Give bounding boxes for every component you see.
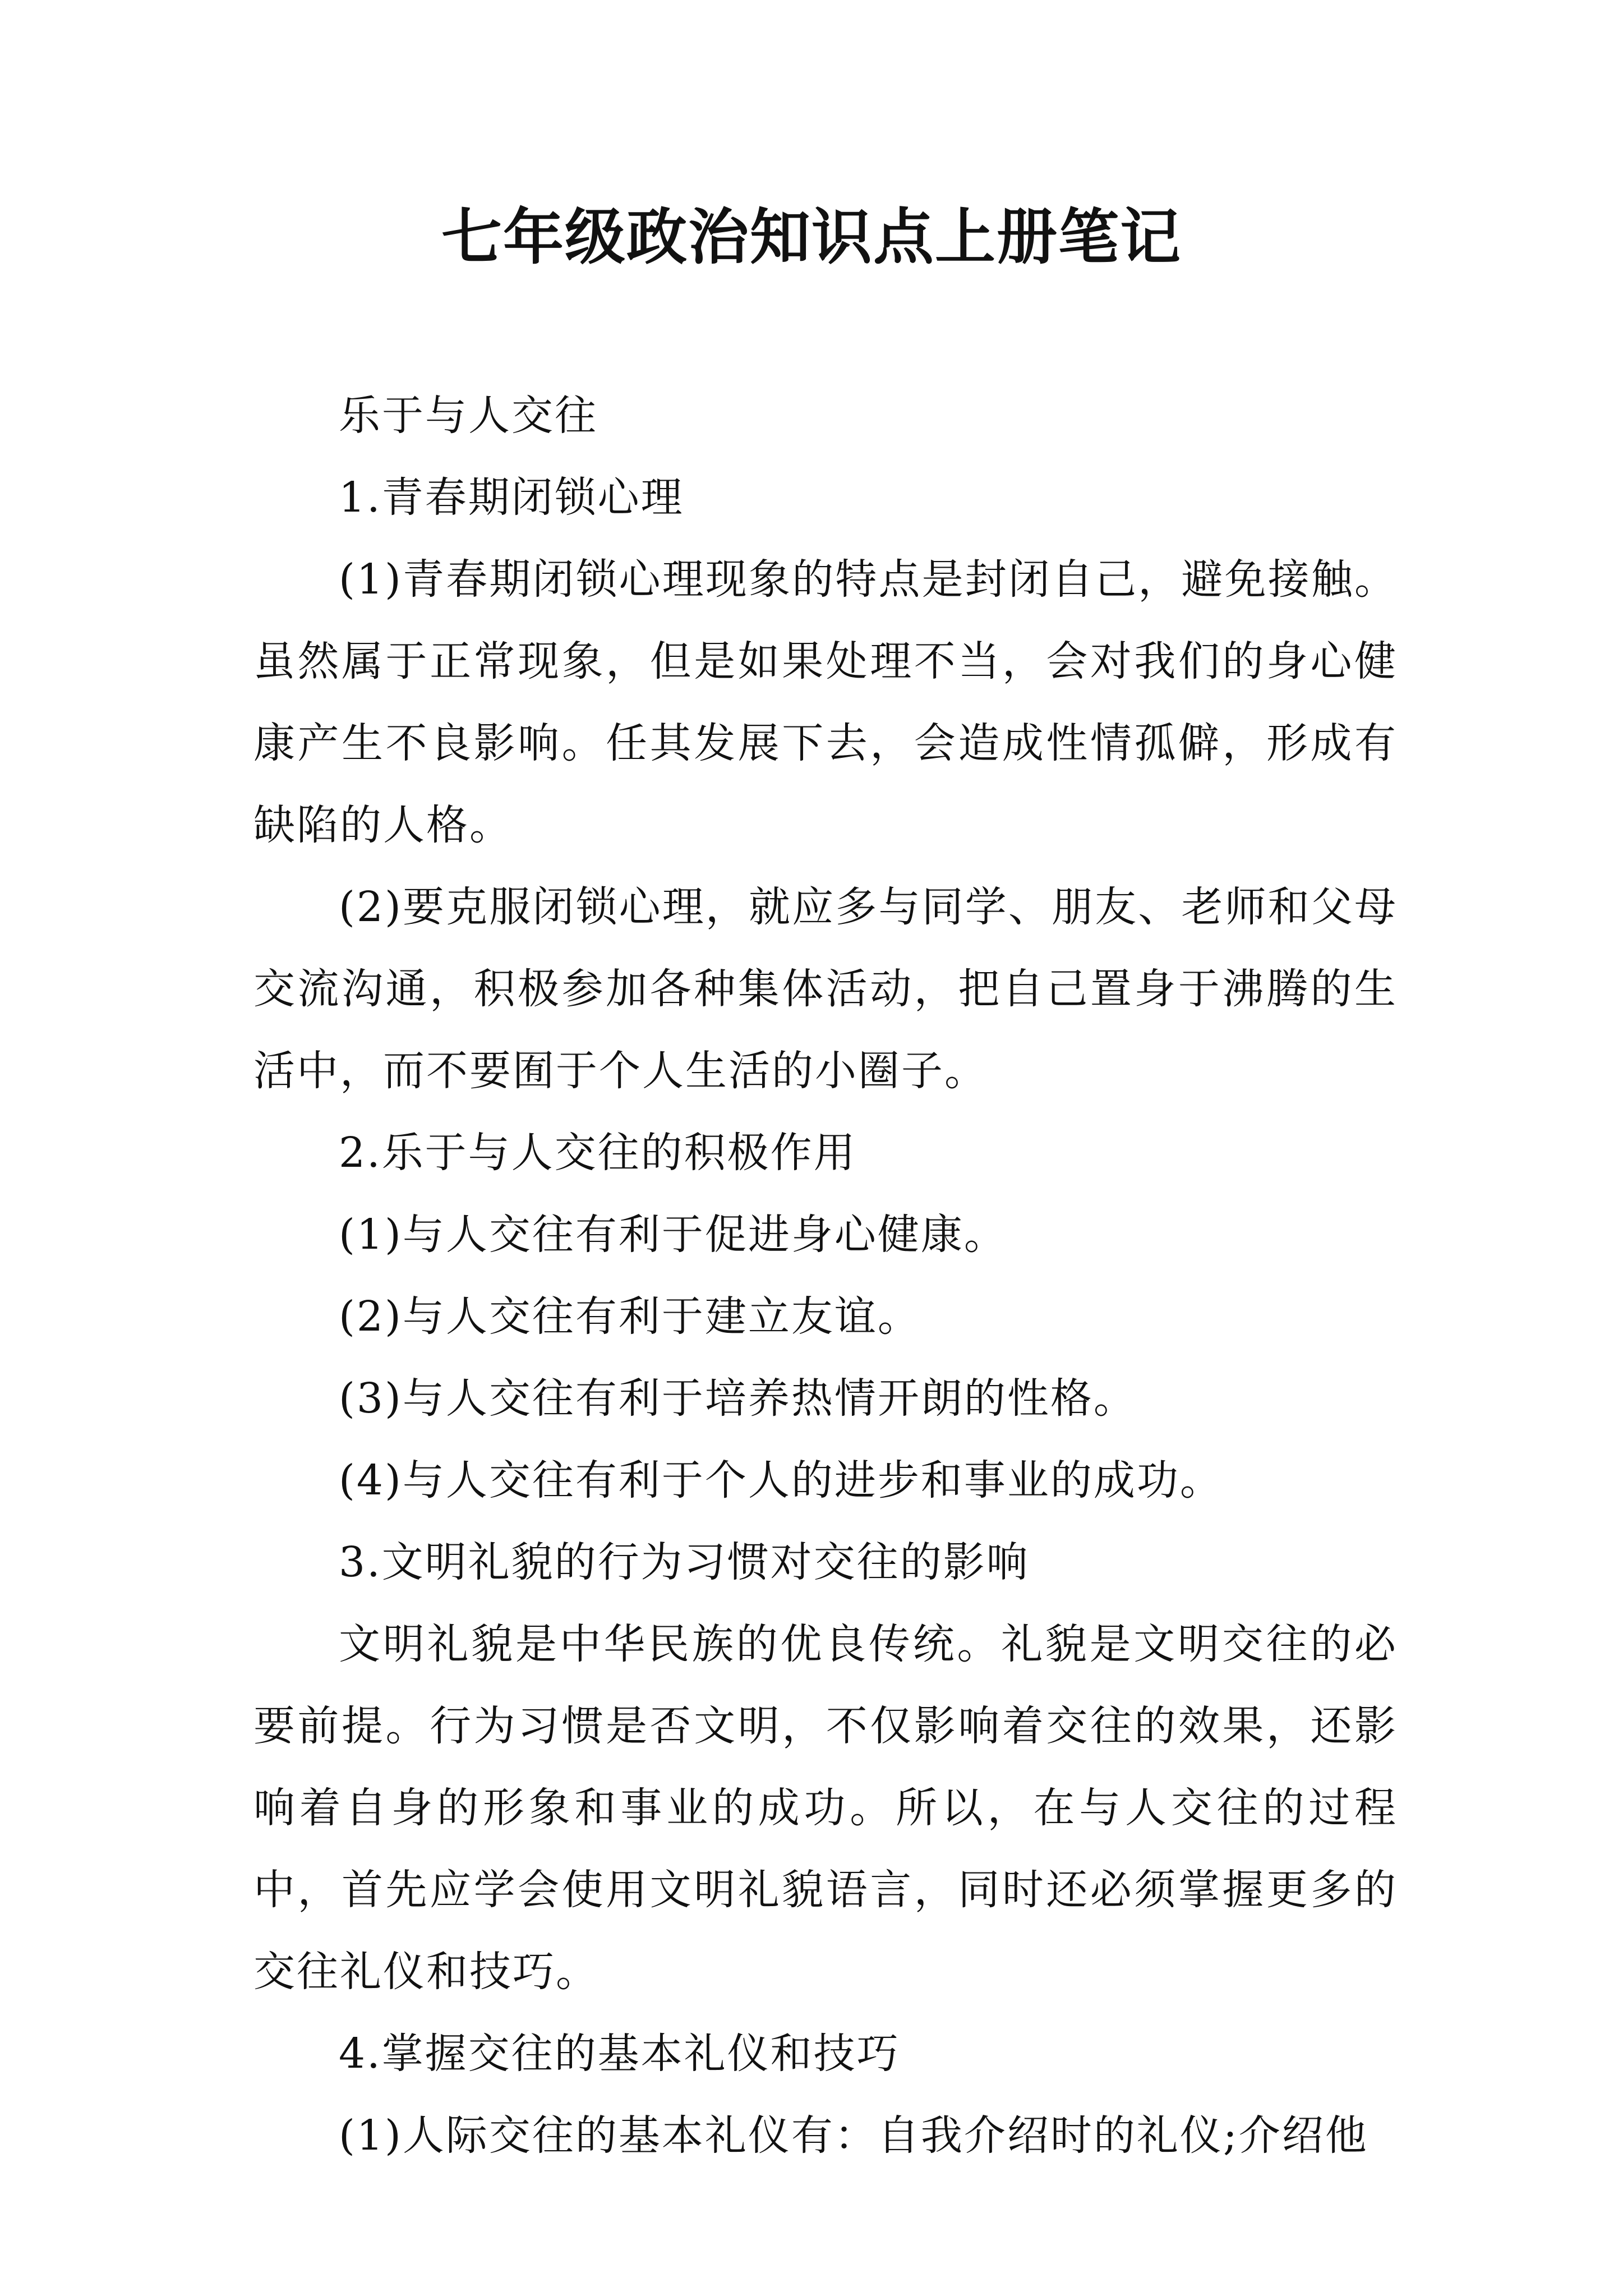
document-body [253, 375, 1398, 2177]
subsection-heading: 2.乐于与人交往的积极作用 [339, 1129, 857, 1177]
body-paragraph: (1)人际交往的基本礼仪有：自我介绍时的礼仪;介绍他 [339, 2111, 1368, 2160]
body-paragraph: (2)要克服闭锁心理，就应多与同学、朋友、老师和父母交流沟通，积极参加各种集体活动，把自己置身于沸腾的生活中，而不要囿于个人生活的小圈子。 [253, 883, 1398, 1095]
subsection-heading: 1.青春期闭锁心理 [339, 473, 684, 522]
body-paragraph: 文明礼貌是中华民族的优良传统。礼貌是文明交往的必要前提。行为习惯是否文明，不仅影响着交往的效果，还影响着自身的形象和事业的成功。所以，在与人交往的过程中，首先应学会使用文明礼貌语言，同时还必须掌握更多的交往礼仪和技巧。 [253, 1620, 1398, 1996]
list-item: (3)与人交往有利于培养热情开朗的性格。 [339, 1374, 1137, 1423]
subsection-heading: 4.掌握交往的基本礼仪和技巧 [339, 2030, 900, 2078]
document-title: 七年级政治知识点上册笔记 [441, 202, 1182, 273]
subsection-heading: 3.文明礼貌的行为习惯对交往的影响 [339, 1538, 1030, 1586]
list-item: (4)与人交往有利于个人的进步和事业的成功。 [339, 1456, 1223, 1504]
body-paragraph: (1)青春期闭锁心理现象的特点是封闭自己，避免接触。虽然属于正常现象，但是如果处理不当，会对我们的身心健康产生不良影响。任其发展下去，会造成性情孤僻，形成有缺陷的人格。 [253, 555, 1398, 849]
list-item: (1)与人交往有利于促进身心健康。 [339, 1211, 1007, 1259]
list-item: (2)与人交往有利于建立友谊。 [339, 1292, 921, 1341]
section-heading: 乐于与人交往 [339, 392, 598, 440]
